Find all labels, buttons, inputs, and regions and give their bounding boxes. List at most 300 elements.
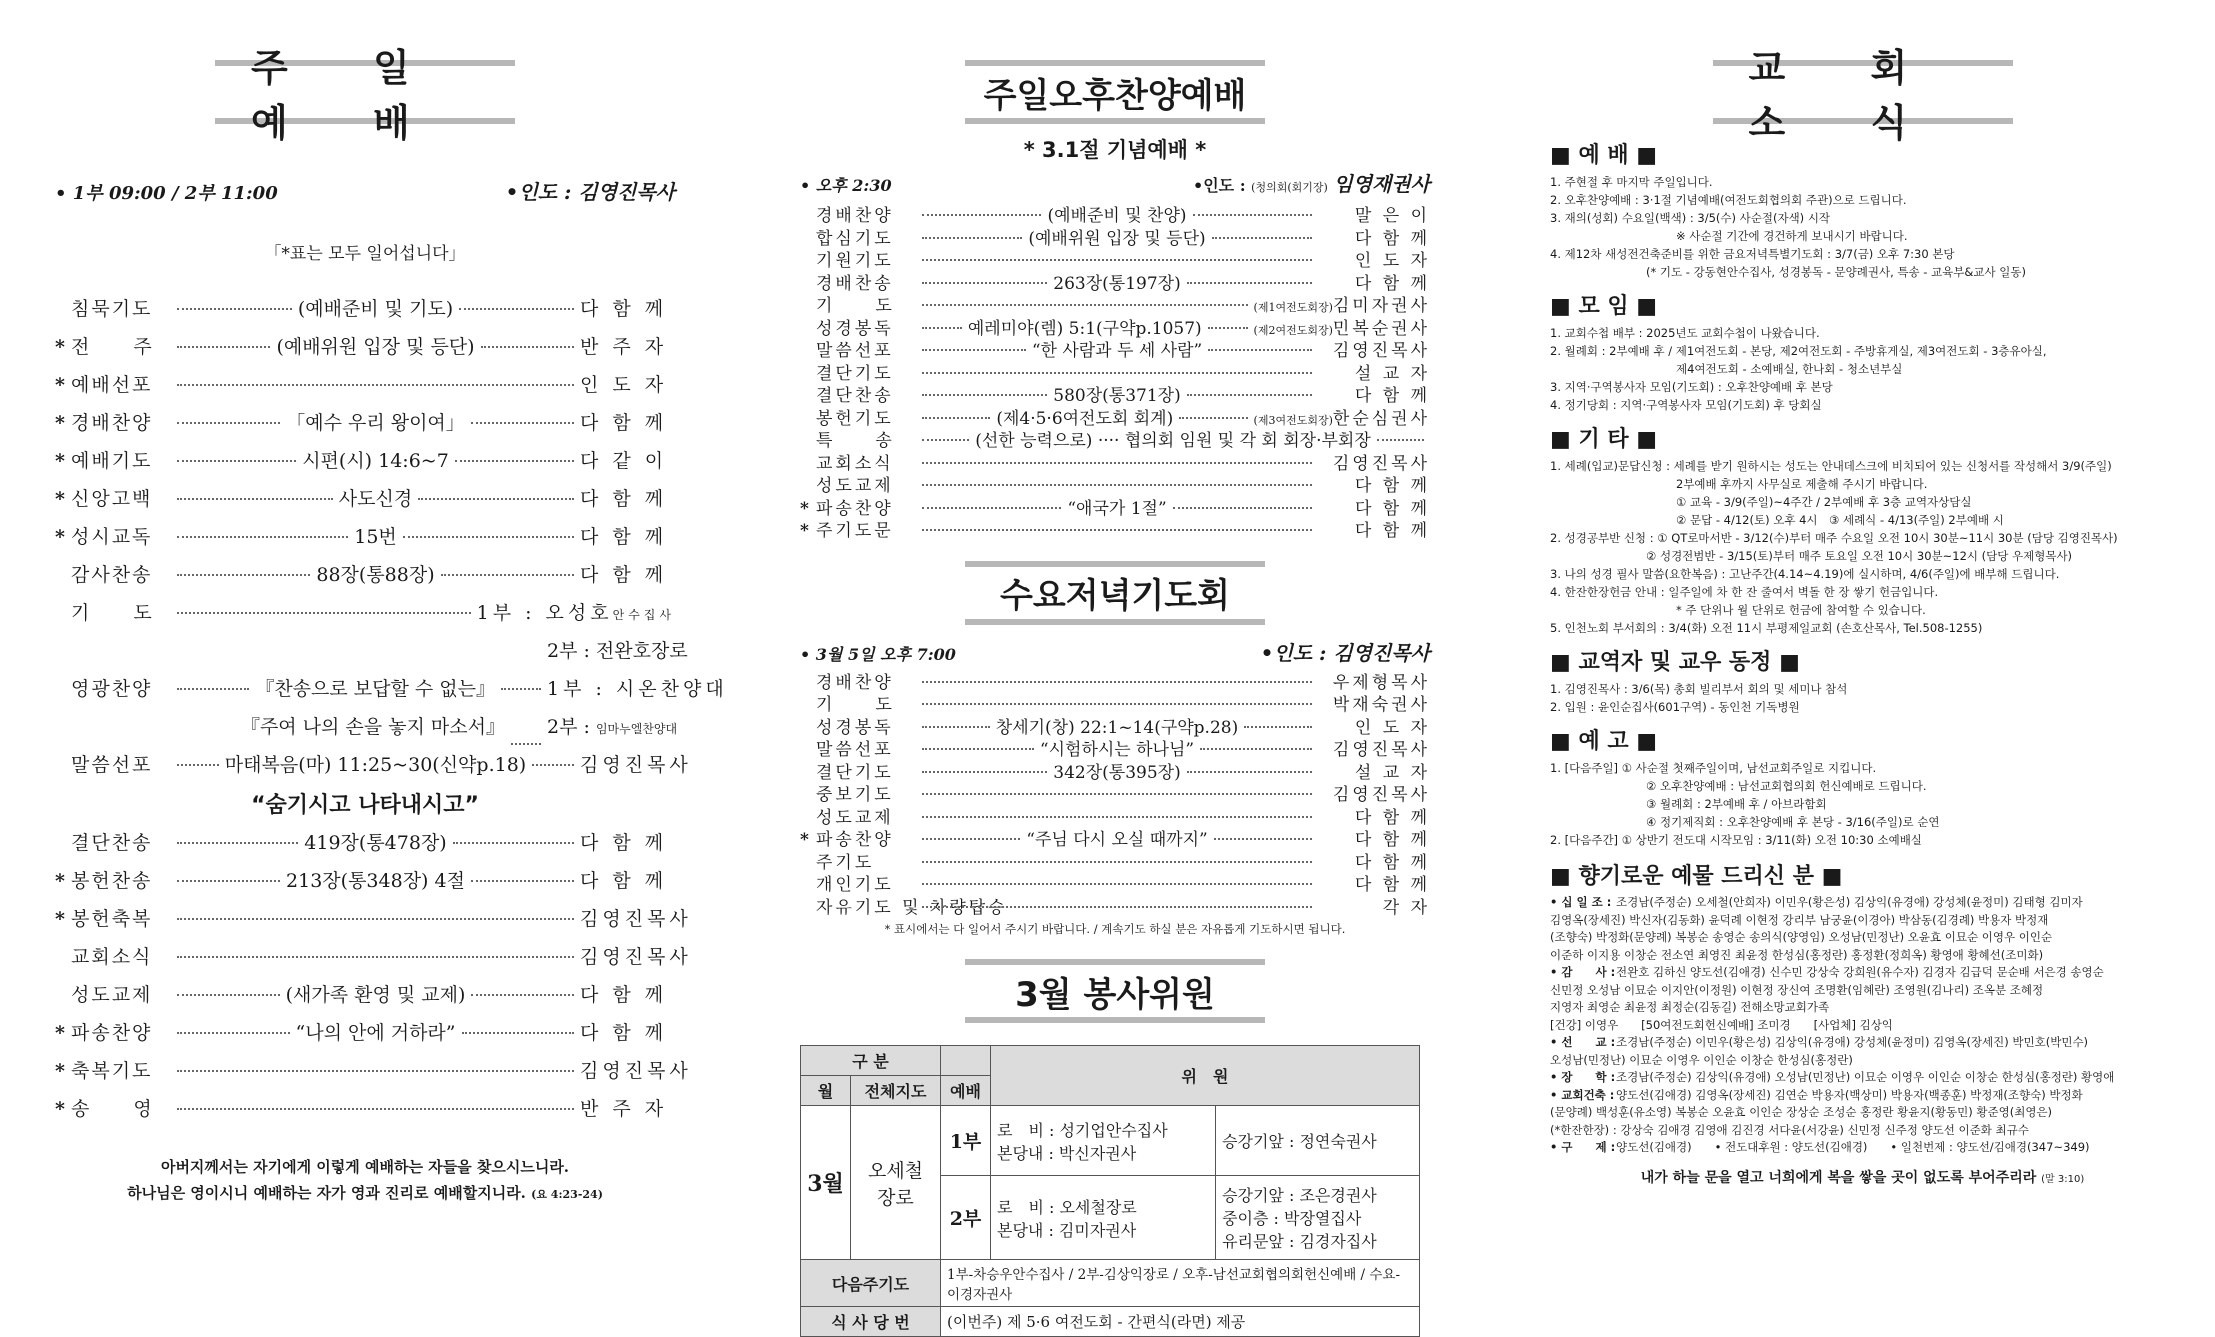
wednesday-leader: •인도 : 김영진목사 (1260, 640, 1430, 665)
news-line: ① 교육 - 3/9(주일)~4주간 / 2부예배 후 3층 교역자상담실 (1676, 495, 1972, 509)
program-item (800, 336, 1430, 359)
sermon-title: “숨기시고 나타내시고” (251, 793, 479, 818)
news-section-heading: ■ 예 배 ■ (1550, 143, 1658, 168)
gift-names: 전완호 김하신 양도선(김애경) 신수민 강상숙 강희원(유수자) 김경자 김급덕 문순배 서은경 송영순 (1616, 965, 2104, 979)
dot-leader (922, 327, 962, 329)
program-item-name: 결단찬송 (71, 832, 153, 854)
program-who (1318, 246, 1430, 271)
cell-s2-right: 승강기앞 : 조은경권사 중이층 : 박장열집사 유리문앞 : 김경자집사 (1216, 1176, 1420, 1260)
dot-leader (177, 422, 280, 424)
wednesday-title: 수요저녁기도회 (965, 561, 1265, 625)
program-mark: * (55, 908, 65, 930)
dot-leader (453, 842, 574, 844)
gift-names: 양도선(김애경) • 전도대후원 : 양도선(김애경) • 일천번제 : 양도선/김애경(347~349) (1616, 1140, 2090, 1154)
dot-leader (922, 816, 1312, 818)
dot-leader (922, 439, 969, 441)
program-who-name: 민복순권사 (1332, 318, 1431, 339)
program-item (55, 484, 675, 522)
news-line: ② 오후찬양예배 : 남선교회협의회 헌신예배로 드립니다. (1646, 779, 1927, 793)
dot-leader (1377, 439, 1424, 441)
program-item (800, 471, 1430, 494)
program-who (1318, 825, 1430, 850)
gift-names: 이준하 이지용 이창순 전소연 최영진 최윤정 한성심(홍정란) 홍정환(정희옥) 황영애 황혜선(조미화) (1550, 947, 2044, 962)
program-desc: 419장(통478장) (304, 832, 447, 854)
gift-names: 지영자 최영순 최윤정 최정순(김동길) 전해소망교회가족 (1550, 1000, 1830, 1014)
program-item-name: 기 도 (816, 695, 895, 715)
dot-leader (922, 529, 1312, 531)
program-item-name: 파송찬양 (71, 1022, 153, 1044)
program-desc: 263장(통197장) (1053, 273, 1181, 294)
program-item (55, 332, 675, 370)
program-item (55, 294, 675, 332)
program-who (580, 1018, 675, 1045)
program-who-name: 우제형목사 (1332, 672, 1430, 693)
th-members: 위 원 (991, 1046, 1420, 1106)
program-who (1318, 870, 1430, 895)
program-mark: * (55, 412, 65, 434)
program-item (800, 449, 1430, 472)
gift-category: • 구 제 : (1550, 1140, 1616, 1154)
program-who-note: (제2여전도회장) (1253, 323, 1333, 337)
dot-leader (922, 906, 1312, 908)
sunday-service-column (55, 46, 728, 1208)
program-desc: 15번 (354, 526, 397, 548)
program-item-name: 경배찬양 (816, 672, 894, 693)
program-item (55, 446, 675, 484)
program-item (55, 904, 692, 942)
gift-line (1550, 1104, 2175, 1122)
gift-line (1550, 999, 2175, 1017)
program-who-name: 다 함 께 (580, 564, 668, 586)
dot-leader (922, 282, 1047, 284)
program-item-name: 결단기도 (816, 762, 894, 783)
dot-leader (441, 574, 574, 576)
dot-leader (177, 460, 296, 462)
dot-leader (471, 880, 574, 882)
dot-leader (922, 372, 1312, 374)
program-desc: “시험하시는 하나님” (1039, 740, 1195, 760)
program-item-name: 경배찬송 (816, 273, 894, 294)
program-mark: * (55, 1060, 65, 1082)
news-line: 3. 재의(성회) 수요일(백색) : 3/5(수) 사순절(자색) 시작 (1550, 211, 1831, 225)
gift-line (1550, 894, 2175, 912)
program-item (800, 359, 1430, 382)
dot-leader (403, 536, 574, 538)
program-desc: “한 사람과 두 세 사람” (1031, 341, 1203, 361)
program-item-name: 예배선포 (71, 374, 153, 396)
program-who (1318, 449, 1430, 474)
prayer-second: 2부 : 전완호장로 (547, 640, 688, 662)
gift-line (1550, 1017, 2175, 1035)
program-item-name: 송 영 (71, 1098, 154, 1120)
gift-category: • 감 사 : (1550, 965, 1616, 979)
program-who (1318, 381, 1430, 406)
program-item-name: 자유기도 및 차량탑승 (816, 897, 1008, 918)
anthem-second: 『주여 나의 손을 놓지 마소서』 2부 : 임마누엘찬양대 (55, 712, 675, 750)
program-mark: * (55, 336, 65, 358)
dot-leader (177, 574, 310, 576)
news-line: ※ 사순절 기간에 경건하게 보내시기 바랍니다. (1676, 229, 1908, 243)
news-sections (1550, 138, 2175, 849)
program-who-name: 인 도 자 (580, 374, 668, 396)
news-section-heading: ■ 예 고 ■ (1550, 729, 1658, 754)
program-who-name: 설 교 자 (1354, 762, 1430, 783)
gift-names: 신민정 오성남 이묘순 이지안(이정원) 이현정 장신여 조명환(임혜란) 조영원(김나리) 조옥분 조혜정 (1550, 982, 2044, 997)
program-desc: (예배준비 및 찬양) (1047, 206, 1187, 226)
dot-leader (1208, 327, 1248, 329)
dot-leader (922, 793, 1312, 795)
program-item-name: 파송찬양 (816, 830, 894, 850)
program-who (1318, 269, 1430, 294)
program-who (1318, 668, 1430, 693)
dot-leader (1200, 748, 1312, 750)
gift-line (1550, 1052, 2175, 1070)
program-list (55, 294, 675, 598)
news-line: ④ 정기제직회 : 오후찬양예배 후 본당 - 3/16(주일)로 순연 (1646, 815, 1940, 829)
dot-leader (922, 259, 1312, 261)
program-desc: (예배위원 입장 및 등단) (1028, 228, 1206, 249)
program-who-name: 한순심권사 (1332, 408, 1431, 429)
program-item (55, 866, 675, 904)
cell-s1-right: 승강기앞 : 정연숙권사 (1216, 1106, 1420, 1176)
gift-names: (조향숙) 박정화(문양례) 복봉순 송영순 송의식(양영임) 오성남(민정난) 오윤효 이묘순 이영우 이인순 (1550, 930, 2053, 944)
dot-leader (1187, 771, 1312, 773)
gift-line (1550, 929, 2175, 947)
program-item (55, 522, 675, 560)
program-item (55, 370, 675, 408)
program-item (800, 690, 1430, 713)
news-line: 2. 성경공부반 신청 : ① QT로마서반 - 3/12(수)부터 매주 수요일 오전 10시 30분~11시 30분 (담당 김영진목사) (1550, 531, 2118, 545)
program-who-name: 다 함 께 (1354, 386, 1430, 406)
program-who (580, 942, 692, 969)
program-item-name: 결단기도 (816, 363, 894, 384)
program-who-name: 말 은 이 (1354, 206, 1430, 226)
news-line: ③ 월례회 : 2부예배 후 / 아브라함회 (1646, 797, 1827, 811)
cell-meal-val: (이번주) 제 5·6 여전도회 - 간편식(라면) 제공 (941, 1307, 1420, 1337)
dot-leader (922, 748, 1034, 750)
program-who (1254, 314, 1430, 339)
program-desc: (제4·5·6여전도회 회계) (996, 408, 1174, 429)
gift-names: [건강] 이영우 [50여전도회헌신예배] 조미경 [사업체] 김상익 (1550, 1017, 1893, 1032)
news-line: 1. [다음주일] ① 사순절 첫째주일이며, 남선교회주일로 지킵니다. (1550, 761, 1877, 775)
program-mark: * (55, 1098, 65, 1120)
cell-s2: 2부 (941, 1176, 991, 1260)
program-who-note: (제3여전도회장) (1253, 413, 1333, 427)
program-item-name: 성경봉독 (816, 318, 894, 339)
program-item-name: 말씀선포 (816, 341, 894, 361)
program-item (55, 408, 675, 446)
program-item (800, 269, 1430, 292)
program-who-name: 다 함 께 (1354, 476, 1430, 496)
program-who-name: 다 함 께 (580, 870, 668, 892)
program-who (580, 522, 675, 549)
program-who (1254, 291, 1430, 316)
program-item (55, 1018, 675, 1056)
dot-leader (418, 498, 574, 500)
gift-line (1550, 947, 2175, 965)
program-item-name: 특 송 (816, 431, 895, 451)
cell-s1: 1부 (941, 1106, 991, 1176)
program-who-name: 김영진목사 (1332, 785, 1430, 805)
dot-leader (922, 394, 1047, 396)
program-who (1318, 516, 1430, 541)
program-item-name: 예배기도 (71, 450, 153, 472)
program-item (800, 825, 1430, 848)
program-who (580, 484, 675, 511)
program-item (800, 516, 1430, 539)
program-item (55, 980, 675, 1018)
program-who (1318, 336, 1430, 361)
program-item-name: 성경봉독 (816, 717, 894, 738)
program-mark: * (800, 498, 809, 519)
program-item (800, 713, 1430, 736)
program-desc: 창세기(창) 22:1~14(구약p.28) (995, 717, 1239, 738)
service-time: • 1부 09:00 / 2부 11:00 (55, 183, 278, 204)
program-item-sermon: 말씀선포 마태복음(마) 11:25~30(신약p.18) 김영진목사 (71, 754, 692, 776)
gift-category: • 십 일 조 : (1550, 895, 1612, 909)
program-who (580, 332, 675, 359)
program-desc: “나의 안에 거하라” (295, 1022, 456, 1044)
program-item (800, 404, 1430, 427)
dot-leader (1187, 394, 1312, 396)
program-item-name: 말씀선포 (816, 740, 894, 760)
program-who (580, 560, 675, 587)
dot-leader (922, 703, 1312, 705)
program-item (55, 1056, 692, 1094)
gift-line (1550, 912, 2175, 930)
dot-leader (1187, 282, 1312, 284)
program-desc: (선한 능력으로) ···· 협의회 임원 및 각 회 회장·부회장 (975, 431, 1371, 451)
dot-leader (177, 384, 574, 386)
dot-leader (177, 536, 348, 538)
program-who-name: 김영진목사 (1332, 740, 1431, 760)
program-who-name: 김영진목사 (580, 1060, 692, 1082)
news-line: 제4여전도회 - 소예배실, 한나회 - 청소년부실 (1676, 362, 1903, 376)
cell-month: 3월 (801, 1106, 851, 1260)
news-line: 4. 제12차 새성전건축준비를 위한 금요저녁특별기도회 : 3/7(금) 오후 7:30 본당 (1550, 247, 1955, 261)
program-who (1318, 780, 1430, 805)
program-mark: * (55, 374, 65, 396)
volunteer-title: 3월 봉사위원 (965, 959, 1265, 1023)
news-line: 5. 인천노회 부서회의 : 3/4(화) 오전 11시 부평제일교회 (손호산목사, Tel.508-1255) (1550, 621, 1983, 635)
program-who-name: 김영진목사 (1332, 453, 1430, 474)
program-item (800, 201, 1430, 224)
program-who-name: 박재숙권사 (1332, 695, 1430, 715)
volunteer-table (800, 1045, 1420, 1337)
news-line: 1. 세례(입교)문답신청 : 세례를 받기 원하시는 성도는 안내데스크에 비치되어 있는 신청서를 작성해서 3/9(주일) (1550, 459, 2112, 473)
wednesday-time-row (800, 637, 1430, 666)
program-item (800, 246, 1430, 269)
dot-leader (177, 1070, 574, 1072)
dot-leader (462, 1032, 575, 1034)
program-item-name: 봉헌축복 (71, 908, 153, 930)
program-who-name: 다 같 이 (580, 450, 668, 472)
gift-category: • 선 교 : (1550, 1035, 1616, 1049)
program-who (1318, 735, 1430, 760)
gift-names: (문양례) 백성훈(유소영) 복봉순 오윤효 이인순 장상순 조성순 홍정란 황윤지(황동민) 황준영(최영은) (1550, 1105, 2053, 1119)
program-item-name: 성도교제 (816, 807, 894, 828)
news-line: 4. 한잔한장헌금 안내 : 일주일에 차 한 잔 줄여서 벽돌 한 장 쌓기 헌금입니다. (1550, 585, 1939, 599)
dot-leader (922, 838, 1020, 840)
program-who-name: 다 함 께 (1354, 228, 1430, 249)
cell-next-val: 1부-차승우안수집사 / 2부-김상익장로 / 오후-남선교회협의회헌신예배 / 수요-이경자권사 (941, 1260, 1420, 1307)
program-desc: 213장(통348장) 4절 (286, 870, 465, 892)
dot-leader (1193, 214, 1312, 216)
news-section-heading: ■ 모 임 ■ (1550, 294, 1658, 319)
service-time-row (55, 176, 675, 205)
dot-leader (922, 726, 990, 728)
program-who (1318, 201, 1430, 226)
program-item (55, 560, 675, 598)
program-item (800, 758, 1430, 781)
program-who-note: (제1여전도회장) (1253, 301, 1333, 314)
program-item (800, 314, 1430, 337)
dot-leader (1212, 237, 1312, 239)
program-item-name: 봉헌찬송 (71, 870, 153, 892)
dot-leader (177, 498, 333, 500)
program-who (1318, 848, 1430, 873)
program-who (1318, 224, 1430, 249)
program-who-name: 김미자권사 (1332, 296, 1430, 316)
news-line: 2. [다음주간] ① 상반기 전도대 시작모임 : 3/11(화) 오전 10:30 소예배실 (1550, 833, 1922, 847)
gift-line (1550, 1069, 2175, 1087)
program-item-name: 봉헌기도 (816, 408, 894, 429)
program-item (800, 893, 1430, 916)
news-section-heading: ■ 기 타 ■ (1550, 427, 1658, 452)
program-item (800, 735, 1430, 758)
program-item-name: 침묵기도 (71, 298, 153, 320)
afternoon-service-title: 주일오후찬양예배 (965, 60, 1265, 124)
dot-leader (922, 214, 1041, 216)
program-item-name: 주기도문 (816, 521, 894, 541)
dot-leader (177, 346, 270, 348)
gift-line (1550, 1034, 2175, 1052)
th-service: 예배 (941, 1076, 991, 1106)
program-who (580, 980, 675, 1007)
dot-leader (922, 349, 1026, 351)
gift-names: 양도선(김애경) 김영옥(장세진) 김연순 박용자(백상미) 박용자(백종훈) 박정재(조향숙) 박정화 (1616, 1087, 2083, 1102)
program-item-anthem: 영광찬양 『찬송으로 보답할 수 없는』 1부 : 시온찬양대 (71, 678, 728, 700)
program-who (1318, 471, 1430, 496)
program-who-name: 김영진목사 (580, 946, 692, 968)
cell-s2-left: 로 비 : 오세철장로 본당내 : 김미자권사 (991, 1176, 1216, 1260)
program-item-name: 주기도 (816, 852, 875, 873)
stand-note: 「*표는 모두 일어섭니다」 (264, 244, 466, 264)
program-item-name: 결단찬송 (816, 386, 894, 406)
program-item (800, 494, 1430, 517)
program-who (580, 904, 692, 931)
gift-line (1550, 1139, 2175, 1157)
news-line: ② 성경전범반 - 3/15(토)부터 매주 토요일 오전 10시 30분~12시 (담당 우제형목사) (1646, 549, 2073, 563)
dot-leader (459, 308, 574, 310)
sunday-service-title: 주 일 예 배 (215, 60, 515, 124)
program-item-name: 개인기도 (816, 875, 894, 895)
program-mark: * (55, 488, 65, 510)
news-line: ② 문답 - 4/12(토) 오후 4시 ③ 세례식 - 4/13(주일) 2부예배 시 (1676, 513, 2004, 527)
dot-leader (922, 237, 1022, 239)
program-mark: * (55, 1022, 65, 1044)
program-who-name: 반 주 자 (580, 336, 668, 358)
news-line: * 주 단위나 월 단위로 헌금에 참여할 수 있습니다. (1676, 603, 1926, 617)
th-gubun: 구 분 (801, 1046, 941, 1076)
gift-names: 조경남(주정순) 이민우(황은성) 김상익(유경애) 강성체(윤정미) 김영옥(장세진) 박민호(박민수) (1616, 1035, 2089, 1049)
program-desc: “애국가 1절” (1067, 498, 1167, 519)
program-item (800, 848, 1430, 871)
th-month: 월 (801, 1076, 851, 1106)
program-item (55, 828, 675, 866)
afternoon-leader: •인도 : (청의회(회기장) 임영재권사 (1192, 172, 1430, 196)
program-item-name: 성도교제 (71, 984, 153, 1006)
program-item (800, 291, 1430, 314)
program-who-name: 다 함 께 (580, 298, 668, 320)
dot-leader (1208, 349, 1312, 351)
dot-leader (1173, 507, 1312, 509)
program-who-name: 다 함 께 (580, 984, 668, 1006)
program-who (580, 370, 675, 397)
program-item (800, 668, 1430, 691)
program-who-name: 김영진목사 (1332, 341, 1430, 361)
dot-leader (177, 956, 574, 958)
program-who-name: 다 함 께 (580, 832, 668, 854)
footnote: * 표시에서는 다 일어서 주시기 바랍니다. / 계속기도 하실 분은 자유롭게 기도하시면 됩니다. (884, 922, 1346, 936)
th-jido: 전체지도 (851, 1076, 941, 1106)
program-item-name: 성시교독 (71, 526, 153, 548)
program-who (1318, 359, 1430, 384)
program-mark: * (800, 830, 809, 850)
dot-leader (177, 1108, 574, 1110)
program-item-name: 합심기도 (816, 228, 894, 249)
wednesday-time: • 3월 5일 오후 7:00 (800, 644, 956, 664)
program-who (580, 866, 675, 893)
dot-leader (177, 880, 280, 882)
dot-leader (1214, 838, 1312, 840)
program-item (800, 870, 1430, 893)
news-line: 3. 지역·구역봉사자 모임(기도회) : 오후찬양예배 후 본당 (1550, 380, 1833, 394)
program-who-name: 다 함 께 (1354, 521, 1430, 541)
news-line: 3. 나의 성경 필사 말씀(요한복음) : 고난주간(4.14~4.19)에 실시하며, 4/6(주일)에 배부해 드립니다. (1550, 567, 2060, 581)
news-line: 1. 김영진목사 : 3/6(목) 총회 빌리부서 회의 및 세미나 참석 (1550, 682, 1848, 696)
gift-names: 조경남(주정순) 오세철(안희자) 이민우(황은성) 김상익(유경애) 강성체(윤정미) 김태형 김미자 (1616, 895, 2083, 909)
program-who-name: 다 함 께 (1354, 498, 1431, 519)
dot-leader (1244, 726, 1312, 728)
program-who (1318, 494, 1430, 519)
program-item (800, 426, 1430, 449)
program-who (580, 408, 675, 435)
program-item-name: 교회소식 (816, 453, 894, 474)
program-desc: 「예수 우리 왕이여」 (286, 412, 465, 434)
program-item-name: 감사찬송 (71, 564, 153, 586)
gift-category: • 장 학 : (1550, 1070, 1616, 1084)
church-news-title: 교 회 소 식 (1713, 60, 2013, 124)
program-item-name: 성도교제 (816, 476, 894, 496)
afternoon-service-column (800, 60, 1430, 1337)
dot-leader (922, 681, 1312, 683)
news-line: 1. 교회수첩 배부 : 2025년도 교회수첩이 나왔습니다. (1550, 326, 1820, 340)
program-who-name: 다 함 께 (580, 526, 668, 548)
gift-line (1550, 982, 2175, 1000)
program-item-name: 기원기도 (816, 251, 894, 271)
program-item-name: 신앙고백 (71, 488, 153, 510)
program-who-name: 다 함 께 (1354, 807, 1430, 828)
service-leader: •인도 : 김영진목사 (505, 180, 675, 204)
program-who (1318, 758, 1430, 783)
news-line: 4. 정기당회 : 지역·구역봉사자 모임(기도회) 후 당회실 (1550, 398, 1822, 412)
afternoon-time: • 오후 2:30 (800, 176, 892, 195)
gift-names: 조경남(주정순) 김상익(유경애) 오성남(민정난) 이묘순 이영우 이인순 이창순 한성심(홍정란) 황영애 (1616, 1070, 2115, 1084)
afternoon-subtitle: * 3.1절 기념예배 * (1023, 138, 1207, 162)
program-who (1318, 803, 1430, 828)
gift-heading: ■ 향기로운 예물 드리신 분 ■ (1550, 864, 1843, 889)
